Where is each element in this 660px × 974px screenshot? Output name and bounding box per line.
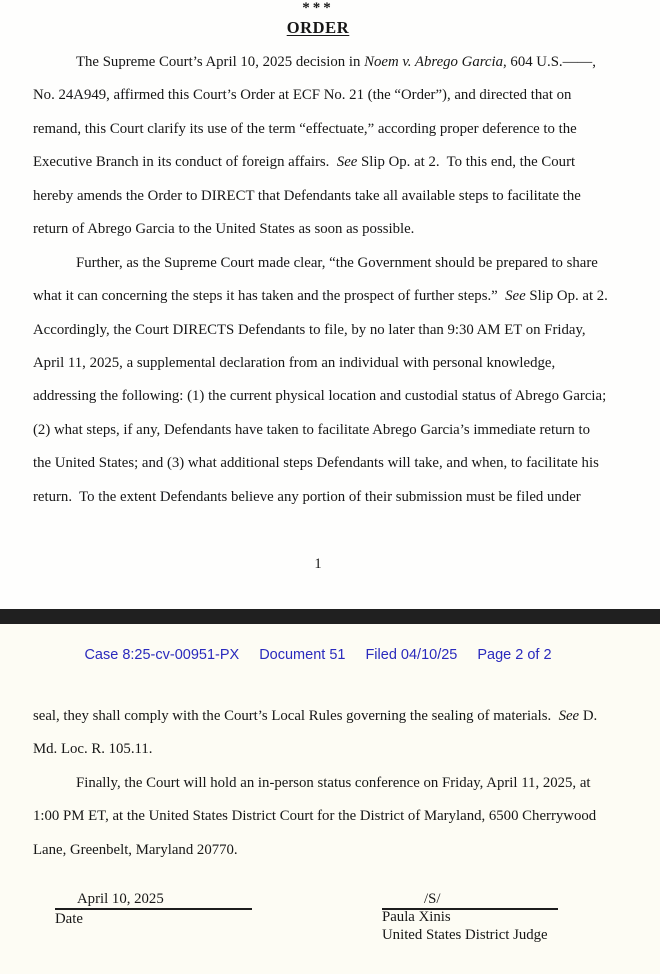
text-line: hereby amends the Order to DIRECT that Defendants take all available steps to facilitate the [33, 187, 581, 204]
date-label: Date [55, 911, 83, 927]
text-line: 1:00 PM ET, at the United States District Court for the District of Maryland, 6500 Cherrywood [33, 808, 597, 825]
stamp-filed-date: Filed 04/10/25 [365, 647, 458, 663]
page2-body-text [33, 700, 597, 867]
stamp-case-number: Case 8:25-cv-00951-PX [84, 647, 240, 663]
text-line: seal, they shall comply with the Court’s Local Rules governing the sealing of materials. See D. [33, 708, 598, 724]
text-line: (2) what steps, if any, Defendants have taken to facilitate Abrego Garcia’s immediate return to [33, 421, 591, 438]
stamp-document-number: Document 51 [259, 647, 346, 663]
stamp-page-count: Page 2 of 2 [477, 647, 552, 663]
text-line: Finally, the Court will hold an in-person status conference on Friday, April 11, 2025, at [76, 774, 591, 791]
text-line: The Supreme Court’s April 10, 2025 decision in Noem v. Abrego Garcia, 604 U.S.——, [76, 54, 596, 70]
text-line: return of Abrego Garcia to the United States as soon as possible. [33, 221, 415, 238]
text-line: Md. Loc. R. 105.11. [33, 741, 153, 758]
text-line: Lane, Greenbelt, Maryland 20770. [33, 841, 238, 858]
judge-title: United States District Judge [382, 926, 548, 943]
page-divider-bar [0, 609, 660, 624]
text-line: return. To the extent Defendants believe any portion of their submission must be filed under [33, 488, 581, 505]
page-number: 1 [314, 556, 322, 572]
text-line: April 11, 2025, a supplemental declaration from an individual with personal knowledge, [33, 354, 556, 371]
ecf-filing-stamp [0, 645, 636, 665]
text-line: Executive Branch in its conduct of foreign affairs. See Slip Op. at 2. To this end, the Court [33, 154, 576, 171]
text-line: Accordingly, the Court DIRECTS Defendants to file, by no later than 9:30 AM ET on Friday, [33, 321, 586, 338]
text-line: addressing the following: (1) the current physical location and custodial status of Abrego Garcia; [33, 388, 607, 405]
text-line: the United States; and (3) what additional steps Defendants will take, and when, to facilitate his [33, 455, 599, 472]
text-line: Further, as the Supreme Court made clear, “the Government should be prepared to share [76, 254, 598, 271]
text-line: remand, this Court clarify its use of the term “effectuate,” according proper deference to the [33, 120, 577, 137]
text-line: No. 24A949, affirmed this Court’s Order at ECF No. 21 (the “Order”), and directed that on [33, 87, 572, 104]
page1-body-text [33, 46, 608, 514]
judge-identity-block [382, 909, 548, 944]
judge-name: Paula Xinis [382, 909, 451, 925]
order-heading: ORDER [286, 18, 350, 37]
text-line: what it can concerning the steps it has taken and the prospect of further steps.” See Slip Op. at 2. [33, 288, 608, 305]
asterisks-separator: *** [302, 0, 334, 16]
date-signature-line: April 10, 2025 [55, 886, 252, 910]
judge-signature-line: /S/ [382, 886, 558, 910]
